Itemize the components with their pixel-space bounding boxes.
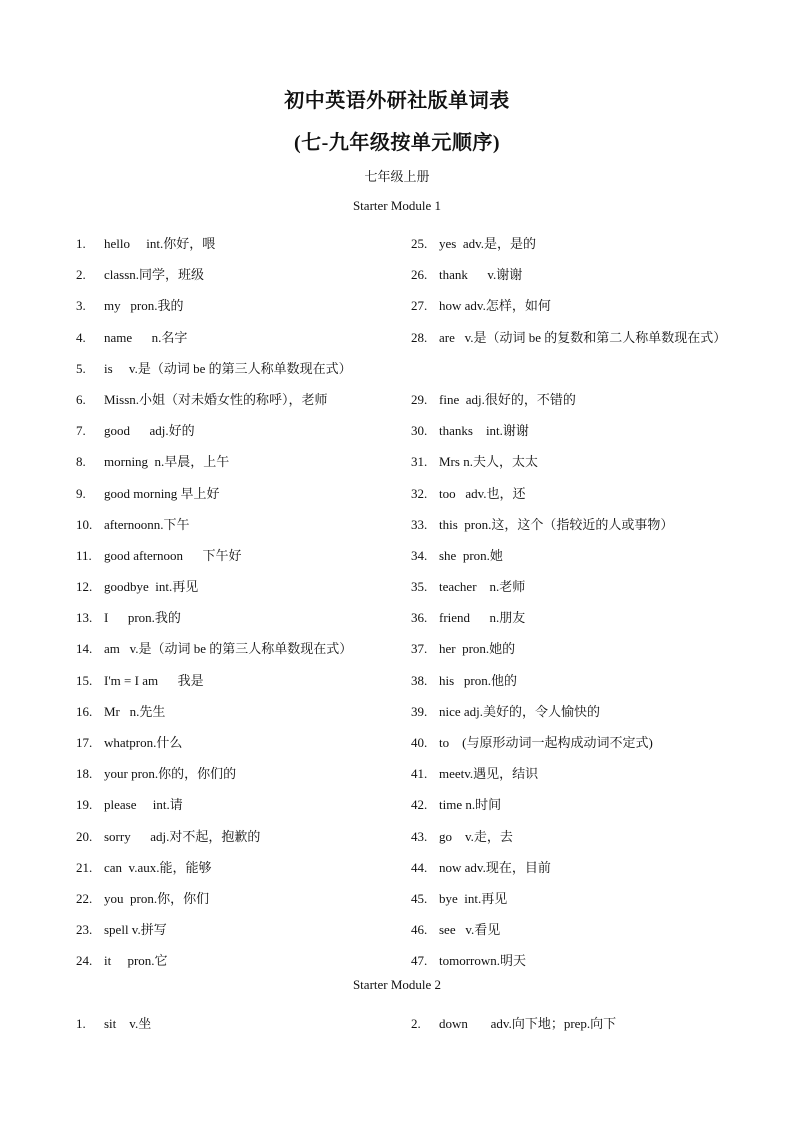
word-entry: sorry adj.对不起，抱歉的 xyxy=(104,828,261,844)
item-number: 8. xyxy=(76,454,86,470)
item-number: 17. xyxy=(76,735,93,750)
list-item xyxy=(411,914,741,945)
item-number: 28. xyxy=(411,329,428,345)
list-item xyxy=(76,821,406,852)
list-item xyxy=(411,821,741,852)
item-number: 43. xyxy=(411,828,428,844)
item-number: 15. xyxy=(76,672,93,688)
list-item xyxy=(411,758,741,789)
item-number: 24. xyxy=(76,953,93,969)
list-item xyxy=(76,665,406,696)
word-entry: good afternoon 下午好 xyxy=(104,547,242,563)
list-item xyxy=(76,1008,406,1039)
word-entry: is v.是（动词 be 的第三人称单数现在式） xyxy=(104,360,352,376)
word-entry: his pron.他的 xyxy=(439,672,518,688)
item-number: 6. xyxy=(76,391,86,407)
word-list-left-column xyxy=(76,228,406,977)
list-item xyxy=(411,1008,741,1039)
list-item xyxy=(411,852,741,883)
item-number: 16. xyxy=(76,703,93,719)
item-number: 12. xyxy=(76,579,93,595)
word-list-left-column xyxy=(76,1008,406,1039)
item-number: 35. xyxy=(411,579,428,595)
word-entry: thank v.谢谢 xyxy=(439,267,523,283)
word-entry: yes adv.是，是的 xyxy=(439,236,537,251)
word-entry: down adv.向下地；prep.向下 xyxy=(439,1016,617,1031)
item-number: 20. xyxy=(76,828,93,844)
word-entry: classn.同学，班级 xyxy=(104,267,205,283)
word-entry: time n.时间 xyxy=(439,797,502,813)
list-item xyxy=(76,727,406,758)
word-entry: Mrs n.夫人，太太 xyxy=(439,454,538,470)
document-subtitle: (七-九年级按单元顺序) xyxy=(294,132,500,154)
word-entry: meetv.遇见，结识 xyxy=(439,766,539,782)
list-item xyxy=(411,415,741,446)
list-item xyxy=(76,789,406,820)
list-item xyxy=(76,602,406,633)
item-number: 37. xyxy=(411,641,428,657)
list-item xyxy=(76,633,406,664)
word-entry: hello int.你好，喂 xyxy=(104,236,216,251)
item-number: 14. xyxy=(76,641,93,657)
list-item xyxy=(411,509,741,540)
item-number: 31. xyxy=(411,454,428,470)
grade-heading: 七年级上册 xyxy=(364,169,430,184)
list-item xyxy=(411,571,741,602)
item-number: 38. xyxy=(411,672,428,688)
item-number: 5. xyxy=(76,360,86,376)
word-entry: fine adj.很好的，不错的 xyxy=(439,391,576,407)
word-entry: afternoonn.下午 xyxy=(104,516,190,532)
item-number: 41. xyxy=(411,766,428,782)
word-entry: morning n.早晨，上午 xyxy=(104,454,230,470)
list-item xyxy=(76,353,406,384)
list-item xyxy=(411,883,741,914)
word-entry: teacher n.老师 xyxy=(439,579,526,595)
item-number: 2. xyxy=(411,1016,421,1031)
word-entry: now adv.现在，目前 xyxy=(439,859,551,875)
word-list-right-column xyxy=(411,1008,741,1039)
word-entry: bye int.再见 xyxy=(439,890,508,906)
word-entry: good morning 早上好 xyxy=(104,485,220,501)
word-entry: this pron.这，这个（指较近的人或事物） xyxy=(439,516,674,532)
list-item xyxy=(76,415,406,446)
word-entry: whatpron.什么 xyxy=(104,735,183,750)
word-entry: how adv.怎样，如何 xyxy=(439,298,551,314)
word-entry: name n.名字 xyxy=(104,329,188,345)
item-number: 39. xyxy=(411,703,428,719)
list-item xyxy=(76,571,406,602)
word-entry: nice adj.美好的，令人愉快的 xyxy=(439,703,601,719)
list-item xyxy=(76,883,406,914)
list-item xyxy=(411,228,741,259)
word-entry: Missn.小姐（对未婚女性的称呼），老师 xyxy=(104,391,328,407)
item-number: 36. xyxy=(411,610,428,626)
list-item xyxy=(411,478,741,509)
item-number: 27. xyxy=(411,298,428,314)
word-entry: am v.是（动词 be 的第三人称单数现在式） xyxy=(104,641,353,657)
list-item xyxy=(411,602,741,633)
item-number: 23. xyxy=(76,922,93,938)
item-number: 26. xyxy=(411,267,428,283)
item-number: 18. xyxy=(76,766,93,782)
word-entry: Mr n.先生 xyxy=(104,703,166,719)
list-item xyxy=(76,852,406,883)
item-number: 47. xyxy=(411,953,428,969)
word-entry: please int.请 xyxy=(104,797,183,813)
item-number: 3. xyxy=(76,298,86,314)
list-item xyxy=(411,446,741,477)
list-item xyxy=(76,945,406,976)
word-entry: go v.走，去 xyxy=(439,828,513,844)
list-item xyxy=(411,384,741,415)
module-heading: Starter Module 2 xyxy=(352,977,442,992)
list-item xyxy=(76,758,406,789)
word-list-right-column xyxy=(411,228,741,977)
list-item xyxy=(411,945,741,976)
item-number: 44. xyxy=(411,859,428,875)
item-number: 4. xyxy=(76,329,86,345)
list-item xyxy=(411,789,741,820)
list-item xyxy=(76,540,406,571)
item-number: 46. xyxy=(411,922,428,938)
item-number: 30. xyxy=(411,423,428,439)
list-item xyxy=(76,914,406,945)
word-entry: my pron.我的 xyxy=(104,298,184,314)
word-entry: thanks int.谢谢 xyxy=(439,423,529,439)
item-number: 1. xyxy=(76,1016,86,1031)
word-entry: your pron.你的，你们的 xyxy=(104,766,237,782)
list-item xyxy=(76,322,406,353)
item-number: 34. xyxy=(411,547,428,563)
word-entry: see v.看见 xyxy=(439,922,501,938)
item-number: 40. xyxy=(411,735,428,751)
word-entry: are v.是（动词 be 的复数和第二人称单数现在式） xyxy=(439,329,727,345)
list-item xyxy=(76,696,406,727)
list-item xyxy=(411,665,741,696)
list-item xyxy=(76,446,406,477)
list-item xyxy=(411,633,741,664)
item-number: 45. xyxy=(411,890,428,906)
document-title: 初中英语外研社版单词表 xyxy=(284,90,510,112)
word-entry: tomorrown.明天 xyxy=(439,953,527,969)
word-entry: I pron.我的 xyxy=(104,610,181,626)
word-entry: too adv.也，还 xyxy=(439,485,526,501)
item-number: 29. xyxy=(411,391,428,407)
word-entry: sit v.坐 xyxy=(104,1016,152,1031)
word-entry: I'm = I am 我是 xyxy=(104,672,204,688)
list-item xyxy=(76,478,406,509)
word-entry: good adj.好的 xyxy=(104,423,195,439)
item-number: 19. xyxy=(76,797,93,813)
word-entry: she pron.她 xyxy=(439,547,503,563)
item-number: 1. xyxy=(76,236,86,251)
word-entry: it pron.它 xyxy=(104,953,168,969)
item-number: 21. xyxy=(76,859,93,875)
item-number: 22. xyxy=(76,890,93,906)
item-number: 42. xyxy=(411,797,428,813)
list-item xyxy=(411,259,741,290)
item-number: 7. xyxy=(76,423,86,439)
word-entry: goodbye int.再见 xyxy=(104,579,199,595)
word-entry: her pron.她的 xyxy=(439,641,516,657)
list-item xyxy=(411,727,741,758)
word-entry: to (与原形动词一起构成动词不定式) xyxy=(439,735,653,751)
item-number: 11. xyxy=(76,547,92,563)
list-item xyxy=(76,384,406,415)
item-number: 25. xyxy=(411,236,428,251)
list-item xyxy=(76,509,406,540)
list-item xyxy=(76,228,406,259)
item-number: 9. xyxy=(76,485,86,501)
list-item xyxy=(411,540,741,571)
item-number: 13. xyxy=(76,610,93,626)
word-entry: can v.aux.能，能够 xyxy=(104,859,212,875)
item-number: 2. xyxy=(76,267,86,283)
item-number: 33. xyxy=(411,516,428,532)
module-heading: Starter Module 1 xyxy=(352,198,442,213)
word-entry: you pron.你，你们 xyxy=(104,890,210,906)
item-number: 32. xyxy=(411,485,428,501)
item-number: 10. xyxy=(76,516,93,532)
word-entry: friend n.朋友 xyxy=(439,610,526,626)
list-item xyxy=(76,259,406,290)
word-entry: spell v.拼写 xyxy=(104,922,167,938)
list-item xyxy=(411,322,741,384)
list-item xyxy=(76,290,406,321)
list-item xyxy=(411,290,741,321)
list-item xyxy=(411,696,741,727)
